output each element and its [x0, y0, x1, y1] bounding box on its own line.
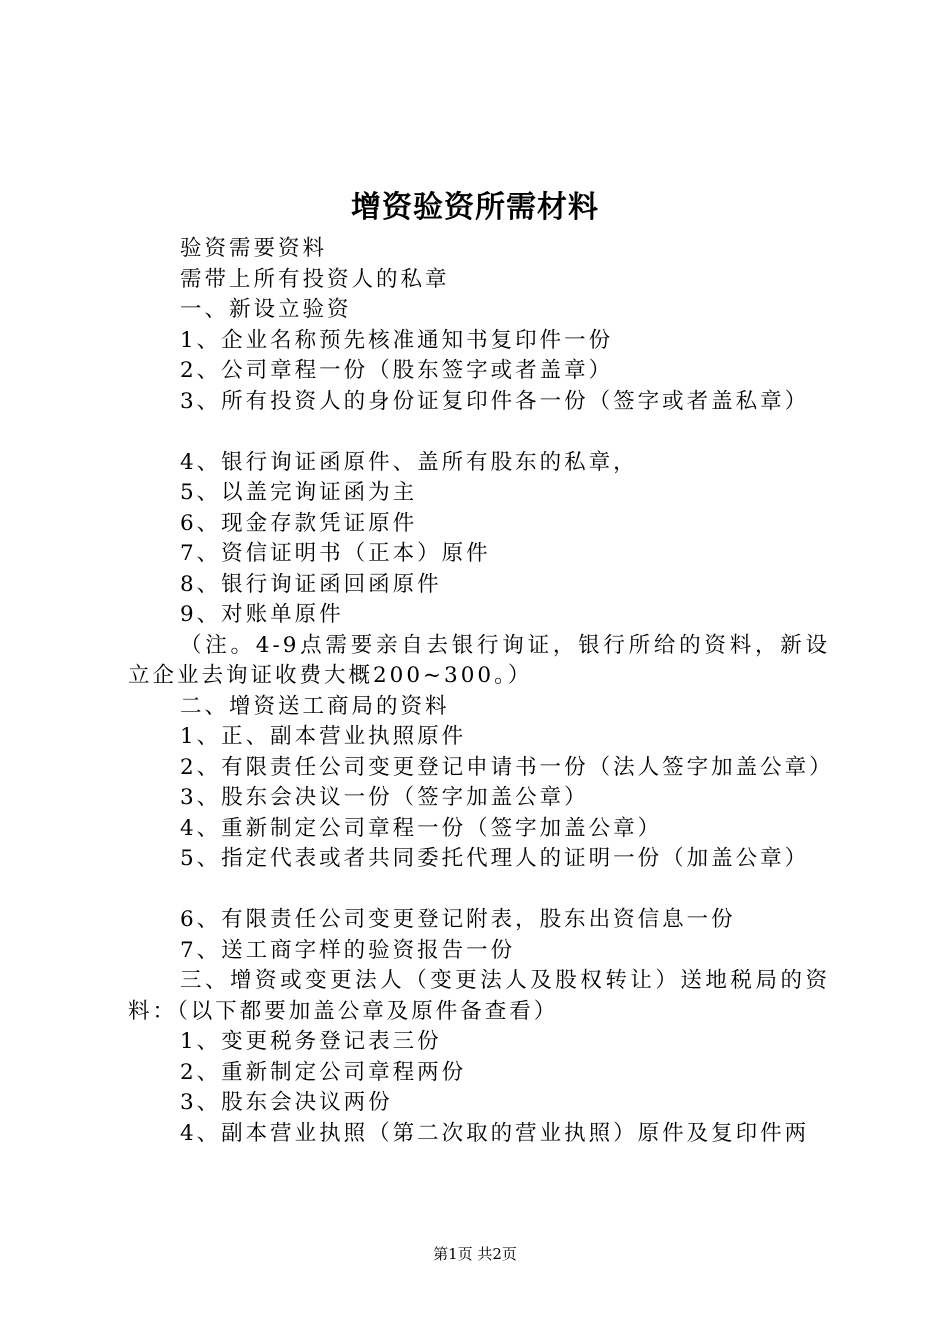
text-line: 需带上所有投资人的私章 [180, 266, 450, 292]
list-item: 3、股东会决议两份 [180, 1090, 393, 1115]
section-heading: 二、增资送工商局的资料 [180, 693, 450, 719]
list-item: 2、公司章程一份（股东签字或者盖章） [180, 358, 614, 383]
list-item: 9、对账单原件 [180, 602, 344, 627]
list-item: 4、重新制定公司章程一份（签字加盖公章） [180, 815, 663, 841]
list-item: 4、银行询证函原件、盖所有股东的私章， [180, 449, 638, 475]
list-item: 2、有限责任公司变更登记申请书一份（法人签字加盖公章） [180, 754, 834, 780]
list-item: 6、有限责任公司变更登记附表，股东出资信息一份 [180, 907, 736, 932]
list-item: 5、指定代表或者共同委托代理人的证明一份（加盖公章） [180, 846, 810, 871]
section-heading: 三、增资或变更法人（变更法人及股权转让）送地税局的资料：（以下都要加盖公章及原件备查看） [128, 968, 830, 1024]
list-item: 8、银行询证函回函原件 [180, 571, 442, 597]
note-paragraph: （注。4-9点需要亲自去银行询证，银行所给的资料，新设立企业去询证收费大概200~300。） [128, 632, 830, 688]
list-item: 4、副本营业执照（第二次取的营业执照）原件及复印件两 [180, 1120, 810, 1146]
list-item: 2、重新制定公司章程两份 [180, 1059, 467, 1085]
list-item: 1、企业名称预先核准通知书复印件一份 [180, 327, 614, 353]
list-item: 6、现金存款凭证原件 [180, 510, 418, 536]
list-item: 3、股东会决议一份（签字加盖公章） [180, 785, 589, 810]
list-item: 1、正、副本营业执照原件 [180, 724, 467, 749]
list-item: 1、变更税务登记表三份 [180, 1029, 442, 1054]
list-item: 3、所有投资人的身份证复印件各一份（签字或者盖私章） [180, 388, 810, 414]
list-item: 7、送工商字样的验资报告一份 [180, 937, 516, 963]
document-title: 增资验资所需材料 [351, 190, 599, 225]
document-body [128, 234, 834, 1149]
list-item: 7、资信证明书（正本）原件 [180, 541, 491, 566]
text-line: 验资需要资料 [180, 236, 328, 261]
section-heading: 一、新设立验资 [180, 297, 352, 322]
list-item: 5、以盖完询证函为主 [180, 480, 418, 505]
page-number: 第1页 共2页 [433, 1245, 517, 1263]
